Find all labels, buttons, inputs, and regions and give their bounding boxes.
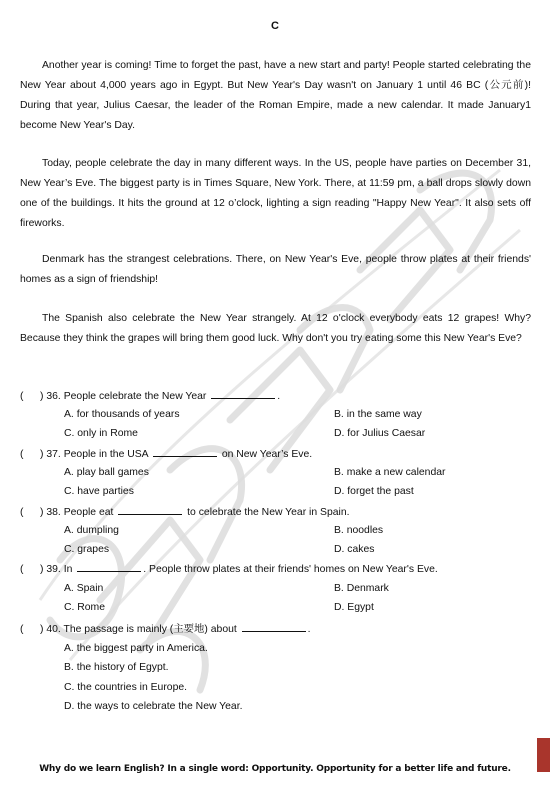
question-text: In <box>63 564 73 575</box>
option-a[interactable]: A. for thousands of years <box>64 409 180 420</box>
question-text: The passage is mainly (主要地) about <box>63 624 237 635</box>
question-text: People in the USA <box>63 449 149 460</box>
answer-paren-open: ( <box>20 449 24 460</box>
option-d[interactable]: D. cakes <box>334 544 375 555</box>
passage-paragraph-4: The Spanish also celebrate the New Year strangely. At 12 o'clock everybody eats 12 grapes! Why? Because they think the grapes will bring them good luck. Why don't you try eating some this New Year's Eve? <box>20 313 531 344</box>
question-40-stem <box>20 622 311 637</box>
option-c[interactable]: C. Rome <box>64 602 105 613</box>
option-a[interactable]: A. dumpling <box>64 525 119 536</box>
option-a[interactable]: A. play ball games <box>64 467 149 478</box>
question-text-after: . <box>277 391 281 402</box>
passage-paragraph-2: Today, people celebrate the day in many different ways. In the US, people have parties on December 31, New Year’s Eve. The biggest party is in Times Square, New York. There, at 11:59 pm, a ball drops slowly down one of the buildings. It hits the ground at 12 o’clock, lighting a sign reading "Happy New Year". It also sets off fireworks. <box>20 158 531 229</box>
question-number: 40. <box>46 624 61 635</box>
answer-paren-close: ) <box>40 391 44 402</box>
section-letter: C <box>271 20 279 32</box>
question-text-after: to celebrate the New Year in Spain. <box>187 507 350 518</box>
question-number: 37. <box>46 449 61 460</box>
answer-paren-close: ) <box>40 624 44 635</box>
option-a[interactable]: A. Spain <box>64 583 104 594</box>
option-c[interactable]: C. the countries in Europe. <box>64 682 188 693</box>
answer-blank[interactable] <box>153 447 217 457</box>
answer-blank[interactable] <box>77 562 141 572</box>
answer-paren-close: ) <box>40 507 44 518</box>
question-36-stem <box>20 389 280 404</box>
option-b[interactable]: B. in the same way <box>334 409 422 420</box>
option-d[interactable]: D. Egypt <box>334 602 374 613</box>
option-b[interactable]: B. noodles <box>334 525 384 536</box>
answer-paren-open: ( <box>20 391 24 402</box>
question-text-after: . <box>307 624 311 635</box>
answer-blank[interactable] <box>242 622 306 632</box>
option-d[interactable]: D. for Julius Caesar <box>334 428 426 439</box>
answer-paren-close: ) <box>40 564 44 575</box>
passage-paragraph-3: Denmark has the strangest celebrations. There, on New Year's Eve, people throw plates at their friends' homes as a sign of friendship! <box>20 254 531 285</box>
question-39-stem <box>20 562 438 577</box>
question-number: 38. <box>46 507 61 518</box>
answer-blank[interactable] <box>211 389 275 399</box>
answer-paren-open: ( <box>20 624 24 635</box>
option-b[interactable]: B. make a new calendar <box>334 467 446 478</box>
question-number: 36. <box>46 391 61 402</box>
answer-blank[interactable] <box>118 505 182 515</box>
option-b[interactable]: B. the history of Egypt. <box>64 662 169 673</box>
question-text-after: . People throw plates at their friends' homes on New Year's Eve. <box>143 564 438 575</box>
answer-paren-open: ( <box>20 507 24 518</box>
footer-slogan: Why do we learn English? In a single word: Opportunity. Opportunity for a better life and future. <box>39 764 511 774</box>
question-text: People eat <box>63 507 114 518</box>
question-number: 39. <box>46 564 61 575</box>
option-b[interactable]: B. Denmark <box>334 583 389 594</box>
option-d[interactable]: D. forget the past <box>334 486 414 497</box>
option-d[interactable]: D. the ways to celebrate the New Year. <box>64 701 243 712</box>
option-c[interactable]: C. grapes <box>64 544 110 555</box>
option-c[interactable]: C. only in Rome <box>64 428 138 439</box>
answer-paren-close: ) <box>40 449 44 460</box>
option-a[interactable]: A. the biggest party in America. <box>64 643 208 654</box>
corner-accent-bar <box>537 738 550 772</box>
question-38-stem <box>20 505 350 520</box>
question-text: People celebrate the New Year <box>63 391 207 402</box>
question-text-after: on New Year’s Eve. <box>221 449 313 460</box>
question-37-stem <box>20 447 312 462</box>
option-c[interactable]: C. have parties <box>64 486 134 497</box>
passage-paragraph-1: Another year is coming! Time to forget the past, have a new start and party! People started celebrating the New Year about 4,000 years ago in Egypt. But New Year's Day wasn't on January 1 until 46 BC (公元前)! During that year, Julius Caesar, the leader of the Roman Empire, made a new calendar. It made January1 become New Year's Day. <box>20 60 531 131</box>
answer-paren-open: ( <box>20 564 24 575</box>
